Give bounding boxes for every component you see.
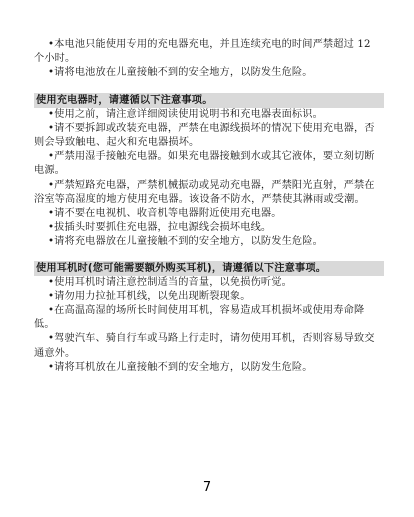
charger-item: •严禁短路充电器，严禁机械振动或晃动充电器，严禁阳光直射，严禁在浴室等高湿度的地方使用充电器。该设备不防水，严禁使其淋雨或受潮。 — [34, 179, 375, 205]
charger-item: •严禁用湿手接触充电器。如果充电器接触到水或其它液体，要立刻切断电源。 — [34, 151, 375, 177]
battery-note: •本电池只能使用专用的充电器充电，并且连续充电的时间严禁超过 12 个小时。 — [34, 39, 371, 65]
earphone-item: •使用耳机时请注意控制适当的音量，以免损伤听觉。 — [48, 276, 292, 288]
earphone-section — [34, 261, 384, 375]
charger-item: •请将充电器放在儿童接触不到的安全地方，以防发生危险。 — [48, 236, 323, 248]
charger-item: •请不要拆卸或改装充电器，严禁在电源线损坏的情况下使用充电器，否则会导致触电、起火和充电器损坏。 — [34, 122, 375, 149]
charger-section — [34, 93, 384, 250]
earphone-item: •请将耳机放在儿童接触不到的安全地方，以防发生危险。 — [48, 361, 313, 373]
earphone-item: •请勿用力拉扯耳机线，以免出现断裂现象。 — [48, 290, 251, 302]
battery-note: •请将电池放在儿童接触不到的安全地方，以防发生危险。 — [48, 67, 313, 79]
earphone-item: •在高温高湿的场所长时间使用耳机，容易造成耳机损坏或使用寿命降低。 — [34, 305, 365, 331]
charger-section-heading: 使用充电器时，请遵循以下注意事项。 — [34, 93, 384, 108]
page-number: 7 — [202, 480, 212, 495]
charger-item: •拔插头时要抓住充电器，拉电源线会损坏电线。 — [48, 222, 272, 234]
charger-item: •请不要在电视机、收音机等电器附近使用充电器。 — [48, 208, 282, 220]
earphone-item: •驾驶汽车、骑自行车或马路上行走时，请勿使用耳机，否则容易导致交通意外。 — [34, 333, 375, 359]
charger-item: •使用之前，请注意详细阅读使用说明书和充电器表面标识。 — [48, 108, 323, 120]
document-body — [34, 38, 384, 375]
earphone-section-heading: 使用耳机时(您可能需要额外购买耳机)，请遵循以下注意事项。 — [34, 261, 384, 276]
